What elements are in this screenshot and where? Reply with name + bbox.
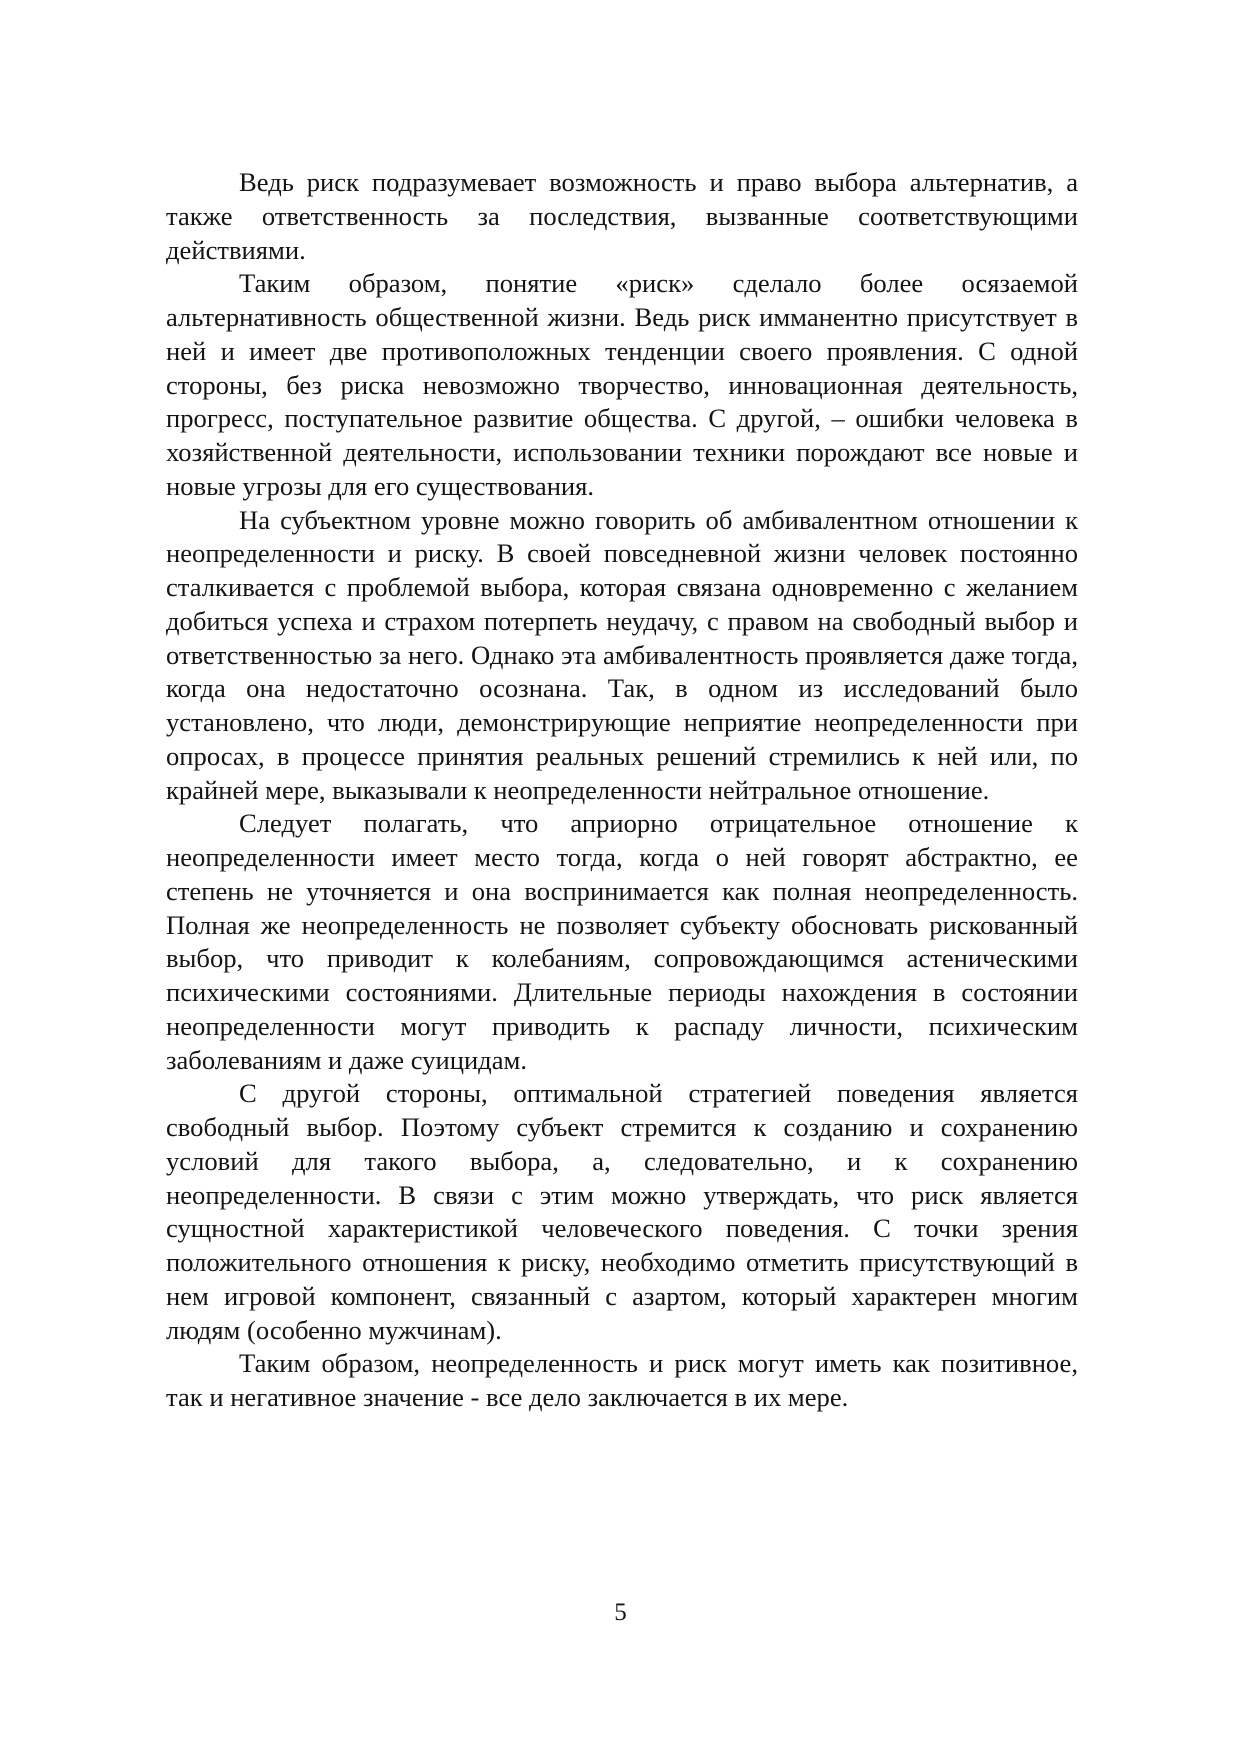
paragraph-1: Ведь риск подразумевает возможность и право выбора альтернатив, а также ответственность за последствия, вызванные соответствующими действиями. xyxy=(166,167,1078,265)
paragraph-6: Таким образом, неопределенность и риск могут иметь как позитивное, так и негативное значение - все дело заключается в их мере. xyxy=(166,1348,1078,1412)
paragraph-4: Следует полагать, что априорно отрицательное отношение к неопределенности имеет место тогда, когда о ней говорят абстрактно, ее степень не уточняется и она воспринимается как полная неопределенность. Полная же неопределенность не позволяет субъекту обосновать рискованный выбор, что приводит к колебаниям, сопровождающимся астеническими психическими состояниями. Длительные периоды нахождения в состоянии неопределенности могут приводить к распаду личности, психическим заболеваниям и даже суицидам. xyxy=(166,808,1078,1075)
page-number: 5 xyxy=(614,1599,627,1626)
paragraph-2: Таким образом, понятие «риск» сделало более осязаемой альтернативность общественной жизни. Ведь риск имманентно присутствует в ней и имеет две противоположных тенденции своего проявления. С одной стороны, без риска невозможно творчество, инновационная деятельность, прогресс, поступательное развитие общества. С другой, – ошибки человека в хозяйственной деятельности, использовании техники порождают все новые и новые угрозы для его существования. xyxy=(166,268,1078,501)
paragraph-5: С другой стороны, оптимальной стратегией поведения является свободный выбор. Поэтому субъект стремится к созданию и сохранению условий для такого выбора, а, следовательно, и к сохранению неопределенности. В связи с этим можно утверждать, что риск является сущностной характеристикой человеческого поведения. С точки зрения положительного отношения к риску, необходимо отметить присутствующий в нем игровой компонент, связанный с азартом, который характерен многим людям (особенно мужчинам). xyxy=(166,1078,1078,1345)
paragraph-3: На субъектном уровне можно говорить об амбивалентном отношении к неопределенности и риску. В своей повседневной жизни человек постоянно сталкивается с проблемой выбора, которая связана одновременно с желанием добиться успеха и страхом потерпеть неудачу, с правом на свободный выбор и ответственностью за него. Однако эта амбивалентность проявляется даже тогда, когда она недостаточно осознана. Так, в одном из исследований было установлено, что люди, демонстрирующие неприятие неопределенности при опросах, в процессе принятия реальных решений стремились к ней или, по крайней мере, выказывали к неопределенности нейтральное отношение. xyxy=(166,504,1078,805)
body-text xyxy=(166,166,1078,1415)
